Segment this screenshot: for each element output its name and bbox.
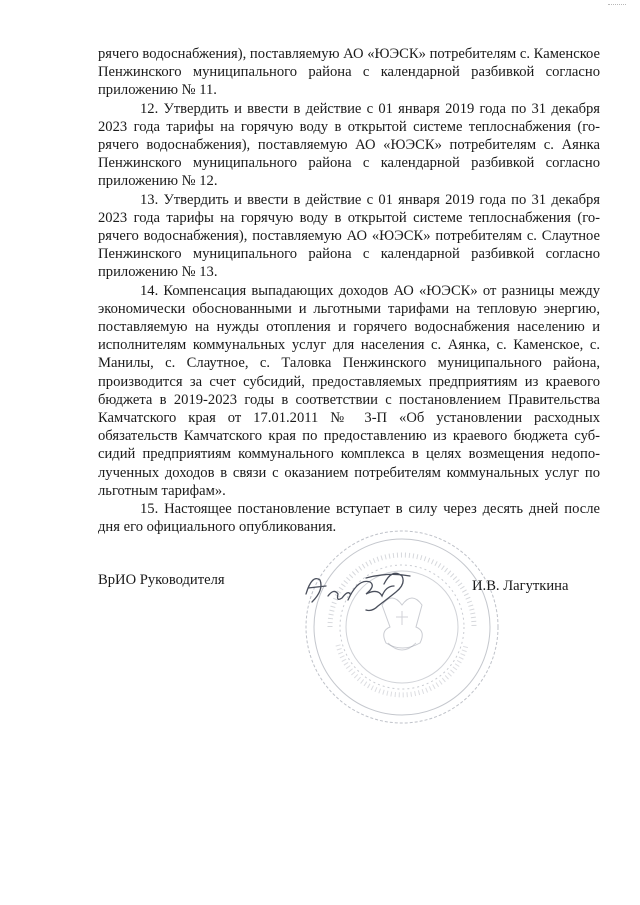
paragraph-14: 14. Компенсация выпадающих доходов АО «ЮЭСК» от разницы между экономически обоснованными и льготными тарифами на тепловую энергию, поставляемую на нужды отопления и горячего водоснабжения населению и исполнителям коммунальных услуг для населения с. Аянка, с. Каменское, с. Манилы, с. Слаутное, с. Таловка Пенжинского муниципального района, производится за счет субсидий, предоставляемых предприятиям из краевого бюджета в 2019-2023 годы в соответствии с постановлением Правительства Камчатского края от 17.01.2011 № 3-П «Об установлении расходных обязательств Камчатского края по предоставлению из краевого бюджета субсидий предприятиям коммунального комплекса в целях возмещения недополученных доходов в связи с оказанием потребителям коммунальных услуг по льготным тарифам». (98, 282, 600, 499)
corner-mark (608, 4, 626, 5)
handwritten-signature (288, 560, 438, 620)
paragraph-13: 13. Утвердить и ввести в действие с 01 января 2019 года по 31 декабря 2023 года тарифы на горячую воду в открытой системе теплоснабжения (горячего водоснабжения), поставляемую АО «ЮЭСК» потребителям с. Слаутное Пенжинского муниципального района с календарной разбивкой согласно приложению № 13. (98, 191, 600, 281)
paragraph-11-continuation: рячего водоснабжения), поставляемую АО «ЮЭСК» потребителям с. Каменское Пенжинского муниципального района с календарной разбивкой согласно приложению № 11. (98, 46, 600, 99)
paragraph-15: 15. Настоящее постановление вступает в силу через десять дней после дня его официального опубликования. (98, 501, 600, 536)
paragraph-12: 12. Утвердить и ввести в действие с 01 января 2019 года по 31 декабря 2023 года тарифы на горячую воду в открытой системе теплоснабжения (горячего водоснабжения), поставляемую АО «ЮЭСК» потребителям с. Аянка Пенжинского муниципального района с календарной разбивкой согласно приложению № 12. (98, 100, 600, 190)
signatory-title: ВрИО Руководителя (98, 572, 225, 588)
official-seal-stamp (300, 525, 505, 730)
document-body (98, 45, 600, 536)
signatory-name: И.В. Лагуткина (472, 578, 569, 594)
